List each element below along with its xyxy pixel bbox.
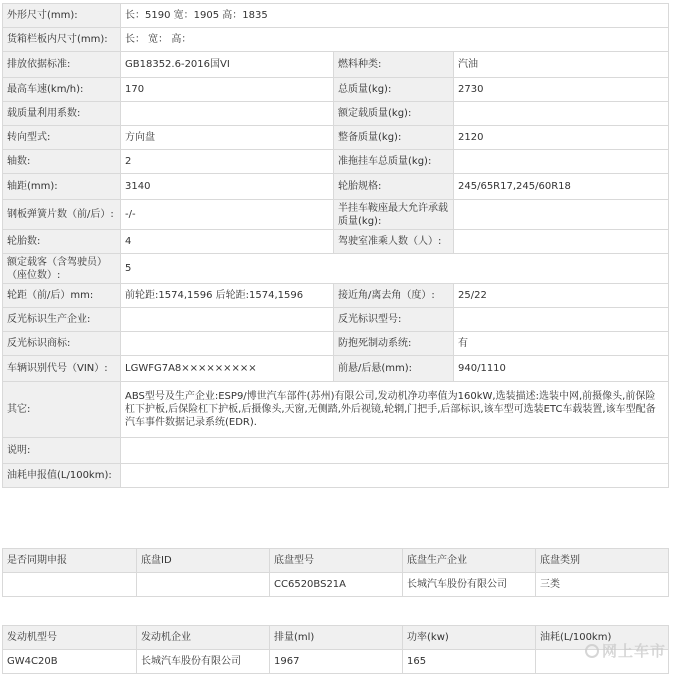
spec-row (3, 200, 669, 230)
spec-row (3, 230, 669, 254)
spec-row (3, 464, 669, 488)
spec-value: 4 (121, 230, 334, 254)
spec-label: 总质量(kg): (334, 78, 454, 102)
spec-row (3, 332, 669, 356)
spec-value: 170 (121, 78, 334, 102)
spec-label: 反光标识型号: (334, 308, 454, 332)
spec-value: 2730 (454, 78, 669, 102)
spec-label: 准拖挂车总质量(kg): (334, 150, 454, 174)
watermark-logo-icon (585, 644, 599, 658)
spec-label: 钢板弹簧片数（前/后）: (3, 200, 121, 230)
chassis-header-cell: 底盘生产企业 (403, 549, 536, 573)
spec-row (3, 254, 669, 284)
spec-row (3, 28, 669, 52)
spec-label: 驾驶室准乘人数（人）: (334, 230, 454, 254)
spec-label: 反光标识生产企业: (3, 308, 121, 332)
chassis-cell: 长城汽车股份有限公司 (403, 573, 536, 597)
spec-value: 方向盘 (121, 126, 334, 150)
spec-label: 轮胎规格: (334, 174, 454, 200)
spec-label: 燃料种类: (334, 52, 454, 78)
spec-label: 最高车速(km/h): (3, 78, 121, 102)
spec-label: 转向型式: (3, 126, 121, 150)
spec-row (3, 102, 669, 126)
spec-value (454, 230, 669, 254)
spec-value (121, 438, 669, 464)
chassis-header-cell: 底盘ID (137, 549, 270, 573)
spec-label: 载质量利用系数: (3, 102, 121, 126)
spec-row (3, 150, 669, 174)
spec-label: 半挂车鞍座最大允许承载质量(kg): (334, 200, 454, 230)
spec-row (3, 356, 669, 382)
engine-cell: 165 (403, 650, 536, 674)
spec-label: 整备质量(kg): (334, 126, 454, 150)
chassis-data-row (3, 573, 669, 597)
chassis-header-row (3, 549, 669, 573)
spec-value (454, 102, 669, 126)
chassis-cell (137, 573, 270, 597)
spec-value: 长：5190 宽：1905 高：1835 (121, 4, 669, 28)
spec-label: 额定载质量(kg): (334, 102, 454, 126)
spec-row (3, 284, 669, 308)
chassis-cell: 三类 (536, 573, 669, 597)
spec-table-body (3, 4, 669, 488)
spec-row (3, 174, 669, 200)
spec-label: 接近角/离去角（度）: (334, 284, 454, 308)
spec-value: ABS型号及生产企业:ESP9/博世汽车部件(苏州)有限公司,发动机净功率值为160kW,选装描述:选装中网,前摄像头,前保险杠下护板,后保险杠下护板,后摄像头,天窗,无侧踏,外后视镜,轮辋,门把手,后部标识,该车型可选装ETC车载装置,该车型配备汽车事件数据记录系统(EDR). (121, 382, 669, 438)
engine-cell: GW4C20B (3, 650, 137, 674)
spec-row (3, 4, 669, 28)
spec-label: 说明: (3, 438, 121, 464)
spec-label: 额定载客（含驾驶员）（座位数）: (3, 254, 121, 284)
spec-value: 汽油 (454, 52, 669, 78)
engine-table (2, 625, 669, 674)
engine-header-row (3, 626, 669, 650)
engine-header-cell: 功率(kw) (403, 626, 536, 650)
spec-value: 245/65R17,245/60R18 (454, 174, 669, 200)
spec-label: 轴数: (3, 150, 121, 174)
spec-value (121, 464, 669, 488)
chassis-cell (3, 573, 137, 597)
spec-label: 外形尺寸(mm): (3, 4, 121, 28)
chassis-header-cell: 底盘型号 (270, 549, 403, 573)
spec-row (3, 78, 669, 102)
spec-label: 油耗申报值(L/100km): (3, 464, 121, 488)
spec-row (3, 308, 669, 332)
engine-cell: 1967 (270, 650, 403, 674)
spec-value (121, 102, 334, 126)
spec-value (454, 308, 669, 332)
spec-value: LGWFG7A8××××××××× (121, 356, 334, 382)
spec-label: 车辆识别代号（VIN）: (3, 356, 121, 382)
spec-value: 940/1110 (454, 356, 669, 382)
spec-value: 前轮距:1574,1596 后轮距:1574,1596 (121, 284, 334, 308)
chassis-header-cell: 是否同期申报 (3, 549, 137, 573)
engine-header-cell: 发动机型号 (3, 626, 137, 650)
spec-value: 有 (454, 332, 669, 356)
engine-header-cell: 排量(ml) (270, 626, 403, 650)
watermark (585, 640, 666, 661)
engine-cell: 长城汽车股份有限公司 (137, 650, 270, 674)
spec-value: 2 (121, 150, 334, 174)
spec-label: 轮距（前/后）mm: (3, 284, 121, 308)
spec-value (454, 150, 669, 174)
spec-label: 轴距(mm): (3, 174, 121, 200)
spec-row (3, 126, 669, 150)
spec-value: 5 (121, 254, 669, 284)
spec-label: 货箱栏板内尺寸(mm): (3, 28, 121, 52)
spec-table (2, 3, 669, 488)
spec-value: 长： 宽： 高： (121, 28, 669, 52)
engine-header-cell: 油耗(L/100km) (536, 626, 669, 650)
chassis-header-cell: 底盘类别 (536, 549, 669, 573)
spec-row (3, 438, 669, 464)
spec-label: 其它: (3, 382, 121, 438)
chassis-cell: CC6520BS21A (270, 573, 403, 597)
spec-value (121, 308, 334, 332)
spec-row (3, 52, 669, 78)
spec-row (3, 382, 669, 438)
spec-value: -/- (121, 200, 334, 230)
engine-header-cell: 发动机企业 (137, 626, 270, 650)
watermark-text: 网上车市 (601, 642, 666, 660)
spec-value: 3140 (121, 174, 334, 200)
spec-value: 2120 (454, 126, 669, 150)
spec-value: 25/22 (454, 284, 669, 308)
spec-label: 反光标识商标: (3, 332, 121, 356)
spec-label: 排放依据标准: (3, 52, 121, 78)
spec-value: GB18352.6-2016国VI (121, 52, 334, 78)
chassis-table (2, 548, 669, 597)
spec-label: 轮胎数: (3, 230, 121, 254)
spec-label: 防抱死制动系统: (334, 332, 454, 356)
spec-label: 前悬/后悬(mm): (334, 356, 454, 382)
engine-data-row (3, 650, 669, 674)
spec-value (121, 332, 334, 356)
spec-value (454, 200, 669, 230)
